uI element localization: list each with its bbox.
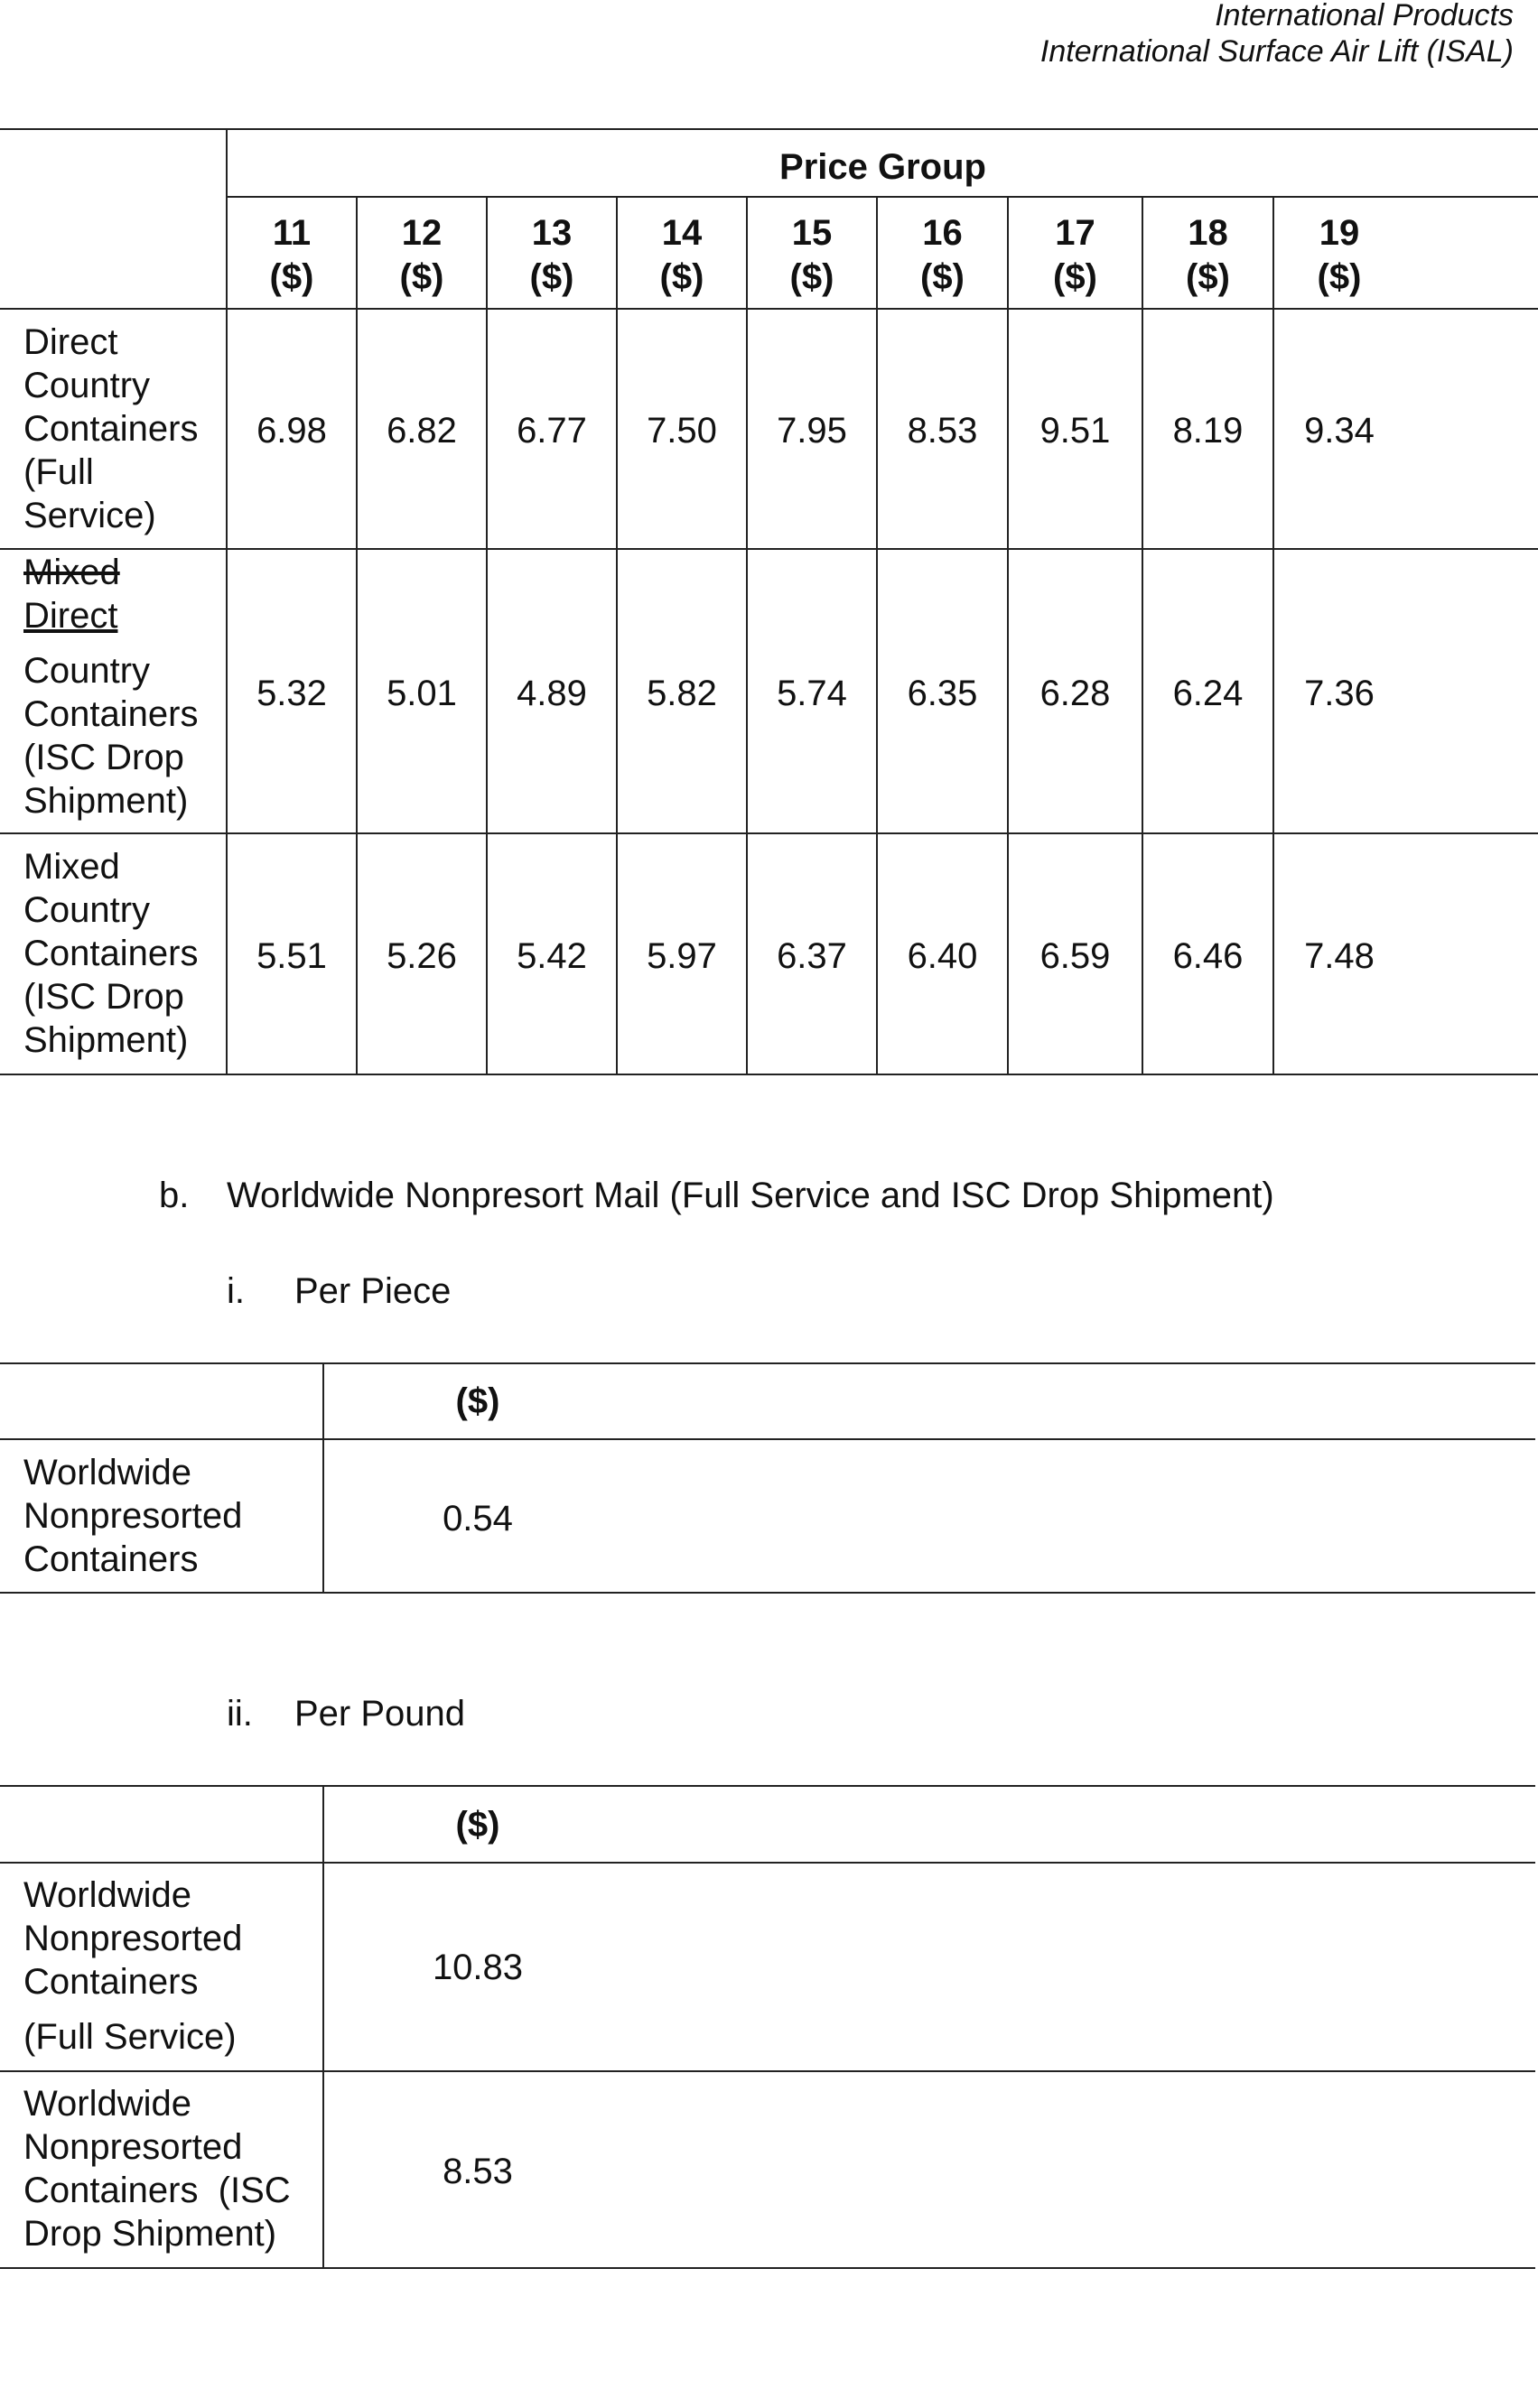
row-label-line: Containers (23, 409, 199, 449)
table-cell: 6.82 (387, 411, 457, 451)
table-cell: 10.83 (432, 1948, 524, 1987)
col-header-unit: ($) (455, 1805, 500, 1845)
table-cell: 6.35 (907, 674, 978, 713)
row-label-line: Drop Shipment) (23, 2214, 277, 2254)
row-label-line: Nonpresorted (23, 2127, 243, 2167)
section-heading: Worldwide Nonpresort Mail (Full Service and ISC Drop Shipment) (227, 1176, 1274, 1215)
col-header-unit: ($) (659, 257, 704, 297)
row-label-line: (Full (23, 452, 94, 492)
table-rule (0, 1862, 1535, 1864)
row-label-line: Mixed (23, 847, 120, 887)
table-rule (0, 308, 1538, 310)
row-label-line: Worldwide (23, 1875, 191, 1915)
subsection-heading: Per Piece (294, 1271, 452, 1311)
table-cell: 6.40 (907, 936, 978, 976)
table-cell: 5.01 (387, 674, 457, 713)
table-cell: 8.53 (443, 2152, 513, 2191)
row-label-line: (ISC Drop (23, 738, 184, 777)
col-header-unit: ($) (455, 1381, 500, 1421)
table-cell: 6.59 (1039, 936, 1111, 976)
table-rule (0, 1592, 1535, 1594)
col-header-number: 11 (272, 213, 312, 253)
row-label-line: (ISC Drop (23, 977, 184, 1017)
row-label-line: Country (23, 366, 151, 405)
table-cell: 6.28 (1039, 674, 1111, 713)
table-cell: 0.54 (443, 1499, 513, 1539)
table-cell: 9.34 (1304, 411, 1375, 451)
table-cell: 5.26 (387, 936, 457, 976)
row-label-line: Direct (23, 322, 118, 362)
col-header-number: 13 (531, 213, 573, 253)
table-cell: 4.89 (517, 674, 587, 713)
row-label-worldwide-nonpresorted (23, 1451, 242, 1581)
row-label-line: Worldwide (23, 1453, 191, 1492)
table-cell: 5.42 (517, 936, 587, 976)
table-cell: 6.46 (1172, 936, 1244, 976)
table-rule (0, 1438, 1535, 1440)
inserted-text: Direct (23, 596, 118, 636)
row-label-line: Containers (23, 1539, 199, 1579)
col-header-unit: ($) (399, 257, 444, 297)
row-label-line: Worldwide (23, 2084, 191, 2124)
row-label-worldwide-full-service (23, 1873, 242, 2059)
table-cell: 5.51 (256, 936, 327, 976)
section-marker: b. (159, 1176, 190, 1215)
table-cell: 6.77 (517, 411, 587, 451)
row-label-line: Service) (23, 496, 156, 535)
table-cell: 6.98 (256, 411, 327, 451)
table-column-rule (322, 1785, 324, 2268)
row-label-line: Country (23, 890, 151, 930)
table-cell: 8.53 (907, 411, 978, 451)
col-header-unit: ($) (920, 257, 965, 297)
table-rule (0, 128, 1538, 130)
table-cell: 7.36 (1304, 674, 1375, 713)
table-column-rule (322, 1362, 324, 1593)
table-cell: 8.19 (1172, 411, 1244, 451)
table-cell: 9.51 (1039, 411, 1111, 451)
deleted-text: Mixed (23, 553, 120, 592)
row-label-mixed-country-isc-drop (23, 845, 198, 1062)
subsection-marker: i. (227, 1271, 245, 1311)
table-rule (0, 548, 1538, 550)
table-cell: 6.24 (1172, 674, 1244, 713)
table-cell: 5.97 (647, 936, 717, 976)
row-label-line: Containers (ISC (23, 2171, 291, 2210)
table-cell: 7.50 (647, 411, 717, 451)
table-cell: 5.74 (777, 674, 847, 713)
col-header-number: 14 (661, 213, 703, 253)
subsection-heading: Per Pound (294, 1694, 466, 1734)
col-header-number: 18 (1188, 213, 1228, 253)
price-group-header: Price Group (779, 147, 986, 187)
row-label-line: Nonpresorted (23, 1919, 243, 1958)
row-label-line: Country (23, 651, 151, 691)
row-label-worldwide-isc-drop (23, 2082, 291, 2255)
col-header-number: 15 (791, 213, 833, 253)
running-header-product: International Products (1215, 0, 1514, 33)
table-rule (0, 832, 1538, 834)
col-header-unit: ($) (789, 257, 834, 297)
col-header-number: 16 (922, 213, 963, 253)
running-header-subtitle: International Surface Air Lift (ISAL) (1039, 34, 1514, 69)
table-cell: 7.95 (777, 411, 847, 451)
row-label-direct-country-full-service (23, 321, 198, 537)
row-label-line: Shipment) (23, 781, 189, 821)
row-label-line: (Full Service) (23, 2017, 237, 2057)
table-rule (0, 1362, 1535, 1364)
col-header-number: 12 (401, 213, 443, 253)
col-header-number: 17 (1055, 213, 1095, 253)
col-header-number: 19 (1319, 213, 1360, 253)
row-label-line: Containers (23, 1962, 199, 2002)
table-rule (226, 196, 1538, 198)
table-cell: 5.82 (647, 674, 717, 713)
row-label-line: Containers (23, 694, 199, 734)
col-header-unit: ($) (1186, 257, 1230, 297)
table-rule (0, 2070, 1535, 2072)
row-label-line: Nonpresorted (23, 1496, 243, 1536)
col-header-unit: ($) (1053, 257, 1097, 297)
table-cell: 5.32 (256, 674, 327, 713)
table-cell: 7.48 (1304, 936, 1375, 976)
subsection-marker: ii. (227, 1694, 253, 1734)
col-header-unit: ($) (529, 257, 574, 297)
row-label-line: Shipment) (23, 1020, 189, 1060)
table-rule (0, 1785, 1535, 1787)
row-label-line: Containers (23, 934, 199, 973)
col-header-unit: ($) (1317, 257, 1362, 297)
table-rule (0, 1074, 1538, 1075)
table-rule (0, 2267, 1535, 2269)
row-label-direct-country-isc-drop (23, 551, 198, 823)
table-cell: 6.37 (777, 936, 847, 976)
col-header-unit: ($) (269, 257, 314, 297)
